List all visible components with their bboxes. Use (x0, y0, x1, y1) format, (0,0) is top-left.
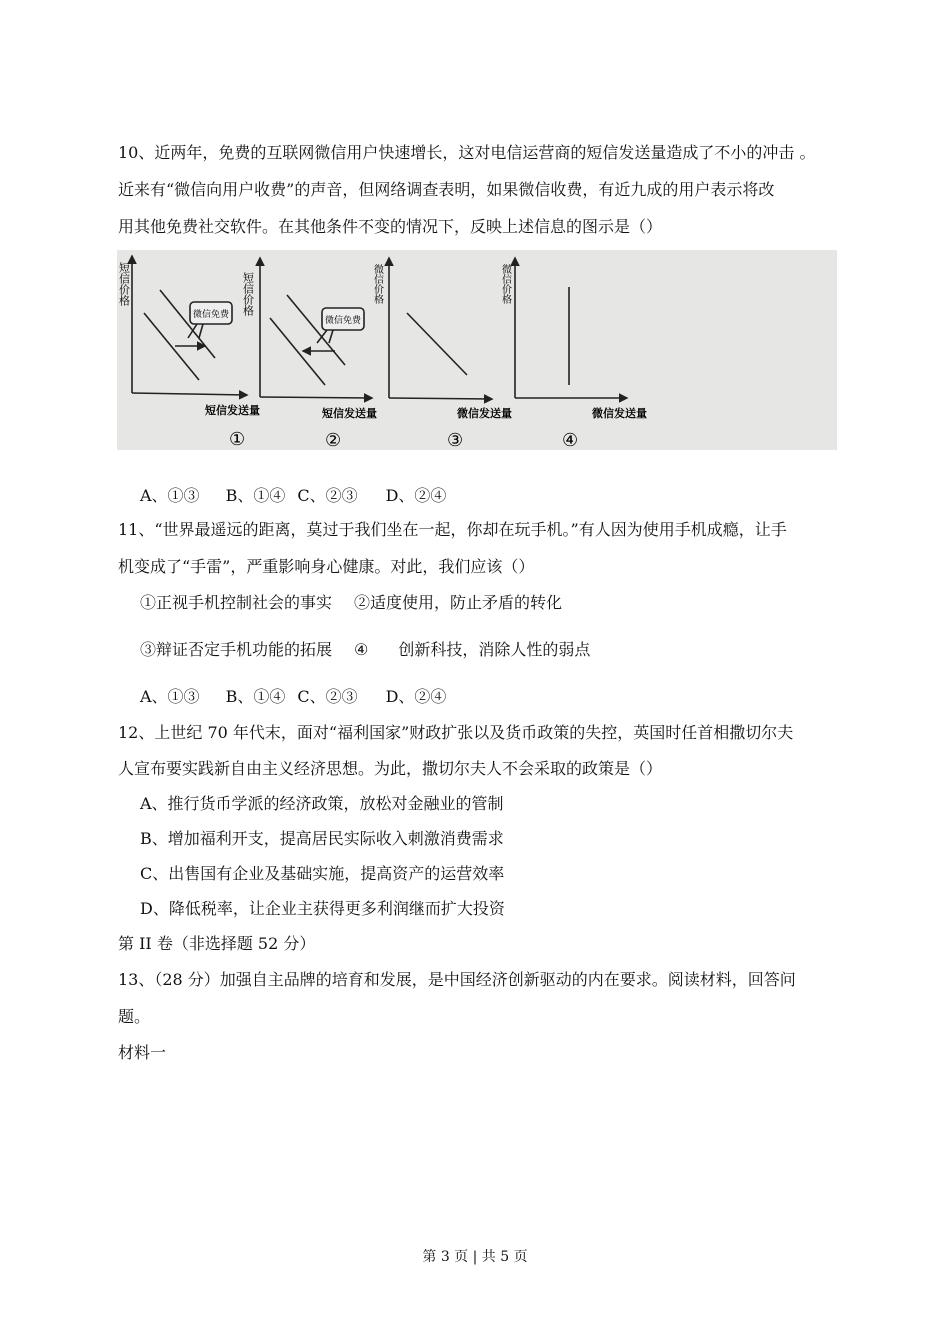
q10-option-a: A、①③ (140, 486, 200, 505)
q11-line-1: 11、“世界最遥远的距离，莫过于我们坐在一起，你却在玩手机。”有人因为使用手机成瘾，让手 (118, 520, 787, 539)
q12-option-a: A、推行货币学派的经济政策，放松对金融业的管制 (140, 794, 504, 813)
q11-item-4: ④ (354, 640, 369, 659)
q11-line-2: 机变成了“手雷”，严重影响身心健康。对此，我们应该（） (118, 557, 535, 576)
page-footer: 第 3 页 | 共 5 页 (422, 1249, 528, 1265)
q11-option-c: C、②③ (297, 687, 358, 706)
q11-item-2: ②适度使用，防止矛盾的转化 (354, 593, 563, 612)
panel-number-2: ② (325, 430, 342, 450)
q11-options (140, 687, 446, 707)
q11-item-4-text: 创新科技，消除人性的弱点 (398, 640, 591, 659)
xlabel-4: 微信发送量 (592, 407, 647, 420)
q12-option-d: D、降低税率，让企业主获得更多利润继而扩大投资 (140, 899, 505, 918)
section-2-heading: 第 II 卷（非选择题 52 分） (118, 934, 316, 953)
ylabel-2: 短信价格 (241, 272, 255, 316)
q10-line-1: 10、近两年，免费的互联网微信用户快速增长，这对电信运营商的短信发送量造成了不小的冲击 。 (118, 143, 816, 162)
q10-option-b: B、①④ (225, 486, 286, 505)
xlabel-3: 微信发送量 (457, 407, 512, 420)
q11-option-d: D、②④ (385, 687, 447, 706)
q10-figure (117, 250, 837, 450)
q12-option-c: C、出售国有企业及基础实施，提高资产的运营效率 (140, 864, 505, 883)
q10-options (140, 486, 446, 506)
panel-number-4: ④ (562, 430, 579, 450)
callout-text-1: 微信免费 (192, 310, 230, 320)
q11-item-1: ①正视手机控制社会的事实 (140, 593, 333, 612)
ylabel-1: 短信价格 (117, 262, 131, 306)
q12-line-1: 12、上世纪 70 年代末，面对“福利国家”财政扩张以及货币政策的失控，英国时任首相撒切尔夫 (118, 723, 794, 742)
q10-line-2: 近来有“微信向用户收费”的声音，但网络调查表明，如果微信收费，有近九成的用户表示将改 (118, 180, 775, 199)
q12-option-b: B、增加福利开支，提高居民实际收入刺激消费需求 (140, 829, 504, 848)
q11-items-row-1 (140, 593, 562, 613)
q13-material-label: 材料一 (118, 1043, 167, 1062)
q10-option-d: D、②④ (385, 486, 447, 505)
q13-line-1: 13、（28 分）加强自主品牌的培育和发展，是中国经济创新驱动的内在要求。阅读材料，回答问 (118, 970, 796, 989)
panel-number-3: ③ (447, 430, 464, 450)
q11-option-b: B、①④ (225, 687, 286, 706)
callout-text-2: 微信免费 (324, 316, 362, 326)
panel-number-1: ① (229, 429, 246, 450)
q10-option-c: C、②③ (297, 486, 358, 505)
q11-item-3: ③辩证否定手机功能的拓展 (140, 640, 333, 659)
ylabel-4: 微信价格 (499, 264, 511, 304)
xlabel-1: 短信发送量 (205, 404, 260, 417)
q12-line-2: 人宣布要实践新自由主义经济思想。为此，撒切尔夫人不会采取的政策是（） (118, 759, 663, 778)
ylabel-3: 微信价格 (371, 264, 383, 304)
q11-items-row-2 (140, 640, 590, 660)
q11-option-a: A、①③ (140, 687, 200, 706)
xlabel-2: 短信发送量 (322, 407, 377, 420)
q10-line-3: 用其他免费社交软件。在其他条件不变的情况下，反映上述信息的图示是（） (118, 217, 663, 236)
q13-line-2: 题。 (118, 1007, 151, 1026)
